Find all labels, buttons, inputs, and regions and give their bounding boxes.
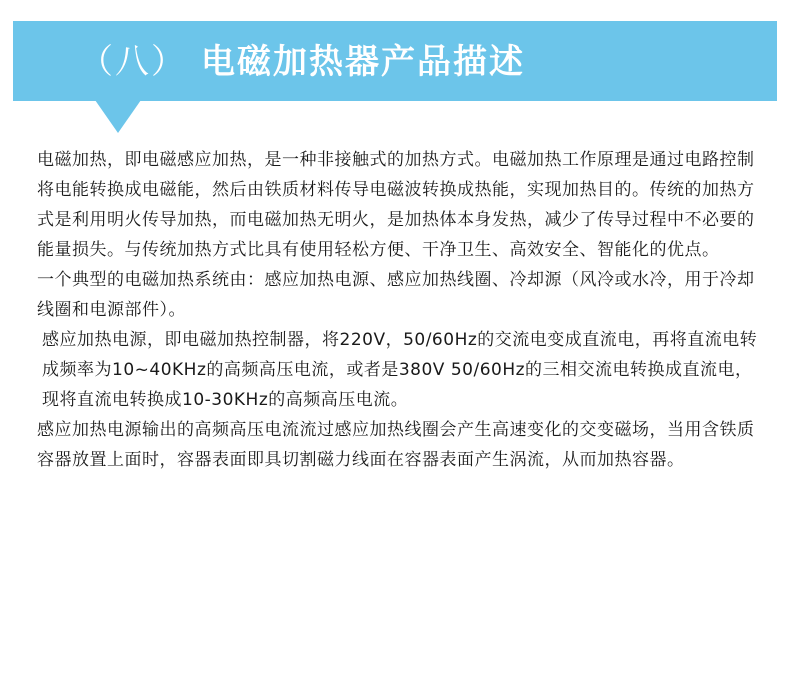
paragraph-intro: 电磁加热，即电磁感应加热，是一种非接触式的加热方式。电磁加热工作原理是通过电路控制将电能转换成电磁能，然后由铁质材料传导电磁波转换成热能，实现加热目的。传统的加热方式是利用明火传导加热，而电磁加热无明火，是加热体本身发热，减少了传导过程中不必要的能量损失。与传统加热方式比具有使用轻松方便、干净卫生、高效安全、智能化的优点。 bbox=[37, 150, 755, 260]
paragraph-power-supply: 感应加热电源，即电磁加热控制器，将220V，50/60Hz的交流电变成直流电，再将直流电转成频率为10~40KHz的高频高压电流，或者是380V 50/60Hz的三相交流电转换成直流电，现将直流电转换成10-30KHz的高频高压电流。 bbox=[42, 330, 758, 410]
paragraph-heating-principle: 感应加热电源输出的高频高压电流流过感应加热线圈会产生高速变化的交变磁场，当用含铁质容器放置上面时，容器表面即具切割磁力线面在容器表面产生涡流，从而加热容器。 bbox=[37, 420, 755, 470]
paragraph-system-composition: 一个典型的电磁加热系统由：感应加热电源、感应加热线圈、冷却源（风冷或水冷，用于冷却线圈和电源部件）。 bbox=[37, 270, 755, 320]
section-title-text: 电磁加热器产品描述 bbox=[201, 42, 525, 82]
description-body bbox=[37, 145, 767, 475]
section-title bbox=[79, 34, 525, 90]
header-pointer-arrow bbox=[95, 100, 141, 133]
section-number: （八） bbox=[79, 42, 187, 82]
